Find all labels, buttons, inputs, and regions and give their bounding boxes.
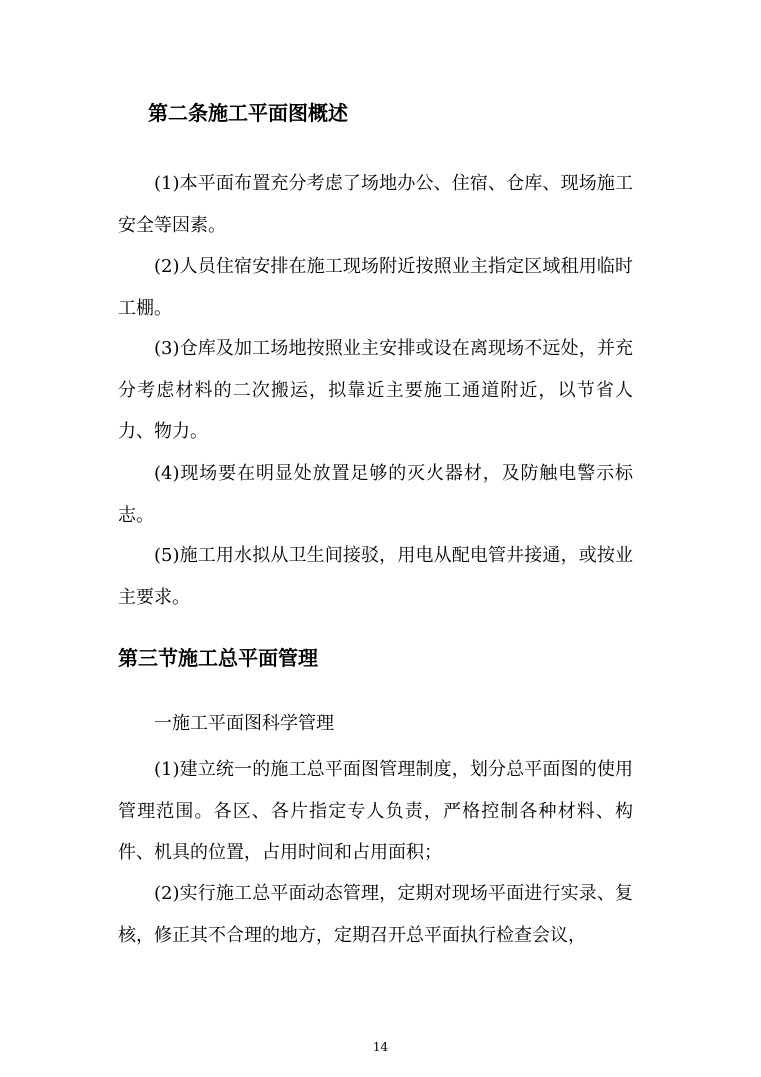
section2-item-3: (3)仓库及加工场地按照业主安排或设在离现场不远处，并充分考虑材料的二次搬运，拟靠近主要施工通道附近，以节省人力、物力。	[118, 338, 633, 442]
section2-item-5: (5)施工用水拟从卫生间接驳，用电从配电管井接通，或按业主要求。	[118, 545, 633, 608]
section2-title: 第二条施工平面图概述	[148, 101, 348, 125]
section3-item-1: (1)建立统一的施工总平面图管理制度，划分总平面图的使用管理范围。各区、各片指定专人负责，严格控制各种材料、构件、机具的位置，占用时间和占用面积；	[118, 759, 633, 863]
page-number: 14	[372, 1040, 389, 1054]
section3-title: 第三节施工总平面管理	[118, 646, 318, 670]
section2-item-4: (4)现场要在明显处放置足够的灭火器材，及防触电警示标志。	[118, 463, 633, 526]
section3-item-2: (2)实行施工总平面动态管理，定期对现场平面进行实录、复核，修正其不合理的地方，定期召开总平面执行检查会议，	[118, 883, 633, 946]
section2-item-1: (1)本平面布置充分考虑了场地办公、住宿、仓库、现场施工安全等因素。	[118, 173, 633, 236]
section2-item-2: (2)人员住宿安排在施工现场附近按照业主指定区域租用临时工棚。	[118, 256, 633, 319]
section3-subtitle: 一施工平面图科学管理	[154, 713, 334, 734]
